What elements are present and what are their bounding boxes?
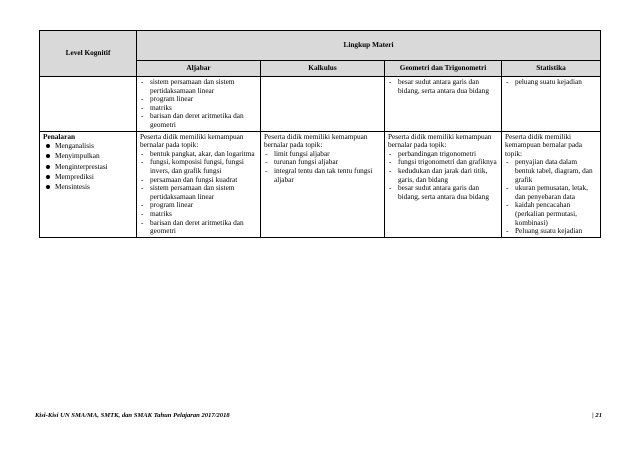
- statistika-cell: [502, 131, 601, 237]
- list-item: - peluang suatu kejadian: [505, 78, 597, 87]
- level-cell-penalaran: [40, 131, 137, 237]
- geometri-topic-list: [388, 78, 498, 95]
- kalkulus-topic-list: [264, 150, 381, 184]
- table-row: [40, 77, 601, 132]
- lingkup-materi-header: Lingkup Materi: [137, 31, 601, 61]
- column-header-geometri: Geometri dan Trigonometri: [385, 61, 502, 77]
- list-item: Menyimpulkan: [43, 151, 133, 161]
- list-item: Menginterprestasi: [43, 162, 133, 172]
- cell-intro: Peserta didik memiliki kemampuan bernalar pada topik:: [505, 131, 582, 158]
- cell-intro: Peserta didik memiliki kemampuan bernalar pada topik:: [264, 131, 368, 150]
- geometri-cell: [385, 131, 502, 237]
- list-item: - fungsi, komposisi fungsi, fungsi invers, dan grafik fungsi: [140, 158, 257, 175]
- list-item: Mensintesis: [43, 182, 133, 192]
- kalkulus-cell: [261, 131, 385, 237]
- list-item: Memprediksi: [43, 172, 133, 182]
- list-item: - perbandingan trigonometri: [388, 150, 498, 159]
- statistika-topic-list: [505, 158, 597, 235]
- list-item: - limit fungsi aljabar: [264, 150, 381, 159]
- geometri-cell: [385, 77, 502, 132]
- aljabar-topic-list: [140, 78, 257, 130]
- level-skill-list: [43, 141, 133, 192]
- list-item: - kaidah pencacahan (perkalian permutasi, kombinasi): [505, 201, 597, 227]
- footer-title: Kisi-Kisi UN SMA/MA, SMTK, dan SMAK Tahun Pelajaran 2017/2018: [35, 412, 230, 419]
- geometri-topic-list: [388, 150, 498, 202]
- column-header-kalkulus: Kalkulus: [261, 61, 385, 77]
- statistika-topic-list: [505, 78, 597, 87]
- list-item: - sistem persamaan dan sistem pertidaksamaan linear: [140, 184, 257, 201]
- level-title: Penalaran: [43, 131, 76, 141]
- cell-intro: Peserta didik memiliki kemampuan bernalar pada topik:: [140, 131, 244, 150]
- level-cell-empty: [40, 77, 137, 132]
- list-item: - Peluang suatu kejadian: [505, 227, 597, 236]
- list-item: - matriks: [140, 104, 257, 113]
- list-item: - barisan dan deret aritmetika dan geometri: [140, 219, 257, 236]
- list-item: Menganalisis: [43, 141, 133, 151]
- list-item: - matriks: [140, 210, 257, 219]
- statistika-cell: [502, 77, 601, 132]
- kalkulus-cell-empty: [261, 77, 385, 132]
- list-item: - penyajian data dalam bentuk tabel, diagram, dan grafik: [505, 158, 597, 184]
- header-row-top: [40, 31, 601, 61]
- list-item: - besar sudut antara garis dan bidang, serta antara dua bidang: [388, 184, 498, 201]
- list-item: - ukuran pemusatan, letak, dan penyebaran data: [505, 184, 597, 201]
- kisi-kisi-table: [39, 30, 601, 238]
- list-item: - persamaan dan fungsi kuadrat: [140, 176, 257, 185]
- list-item: - bentuk pangkat, akar, dan logaritma: [140, 150, 257, 159]
- cell-intro: Peserta didik memiliki kemampuan bernalar pada topik:: [388, 131, 492, 150]
- aljabar-cell: [137, 77, 261, 132]
- list-item: - besar sudut antara garis dan bidang, serta antara dua bidang: [388, 78, 498, 95]
- list-item: - sistem persamaan dan sistem pertidaksamaan linear: [140, 78, 257, 95]
- list-item: - fungsi trigonometri dan grafiknya: [388, 158, 498, 167]
- list-item: - program linear: [140, 201, 257, 210]
- aljabar-cell: [137, 131, 261, 237]
- list-item: - program linear: [140, 95, 257, 104]
- table-row: [40, 131, 601, 237]
- column-header-aljabar: Aljabar: [137, 61, 261, 77]
- list-item: - kedudukan dan jarak dari titik, garis, dan bidang: [388, 167, 498, 184]
- list-item: - barisan dan deret aritmetika dan geometri: [140, 112, 257, 129]
- list-item: - turunan fungsi aljabar: [264, 158, 381, 167]
- level-kognitif-header: Level Kognitif: [40, 31, 137, 77]
- aljabar-topic-list: [140, 150, 257, 236]
- list-item: - integral tentu dan tak tentu fungsi aljabar: [264, 167, 381, 184]
- column-header-statistika: Statistika: [502, 61, 601, 77]
- page-number: | 21: [592, 412, 602, 419]
